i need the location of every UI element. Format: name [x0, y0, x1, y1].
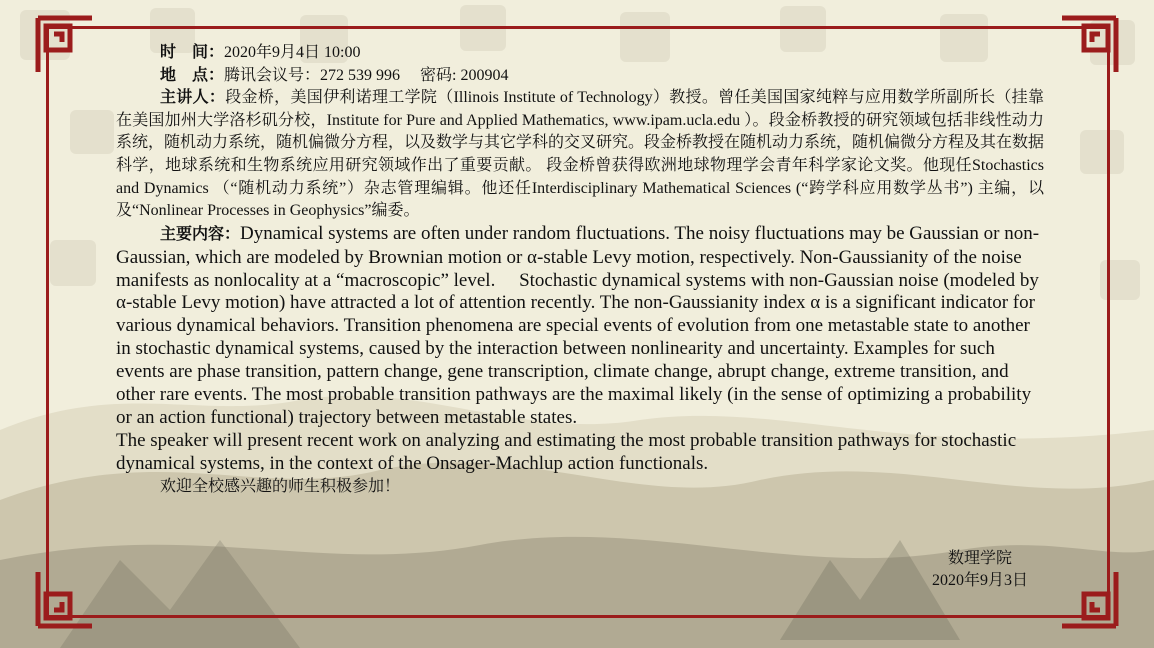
- signature-date: 2020年9月3日: [931, 572, 1028, 589]
- place-value: 腾讯会议号：272 539 996 密码: 200904: [224, 66, 509, 84]
- speaker-bio: [116, 87, 1044, 223]
- abstract-text: Dynamical systems are often under random fluctuations. The noisy fluctuations may be Gaussian or non-Gaussian, which are modeled by Brownian motion or α-stable Levy motion, respectively. Non-Gaussianity of the noise manifests as nonlocality at a “macroscopic” level. Stochastic dynamical systems with non-Gaussian noise (modeled by α-stable Levy motion) have attracted a lot of attention recently. The non-Gaussianity index α is a significant indicator for various dynamical behaviors. Transition phenomena are special events of evolution from one metastable state to another in stochastic dynamical systems, caused by the interaction between nonlinearity and uncertainty. Examples for such events are phase transition, pattern change, gene transcription, climate change, abrupt change, extreme transition, and other rare events. The most probable transition pathways are the maximal likely (in the sense of optimizing a probability or an action functional) trajectory between metastable states.: [116, 222, 1040, 428]
- time-label: 时 间：: [160, 44, 225, 61]
- time-value: 2020年9月4日 10:00: [224, 44, 361, 61]
- place-line: [116, 65, 1044, 88]
- announcement-body: [116, 42, 1044, 498]
- abstract: [116, 223, 1044, 430]
- signature-org: 数理学院: [947, 550, 1012, 567]
- abstract-closing-paragraph: The speaker will present recent work on analyzing and estimating the most probable transition pathways for stochastic dynamical systems, in the context of the Onsager-Machlup action functionals.: [116, 429, 1017, 474]
- corner-ornament-bottom-left: [34, 568, 96, 630]
- speaker-label: 主讲人：: [160, 89, 226, 107]
- time-line: [116, 42, 1044, 65]
- speaker-bio-text: 段金桥，美国伊利诺理工学院（Illinois Institute of Technology）教授。曾任美国国家纯粹与应用数学所副所长（挂靠在美国加州大学洛杉矶分校，Institute for Pure and Applied Mathematics, www.ipam.ucla.edu ）。段金桥教授的研究领域包括非线性动力系统，随机动力系统，随机偏微分方程，以及数学与其它学科的交叉研究。段金桥教授在随机动力系统，随机偏微分方程及其在数据科学，地球系统和生物系统应用研究领域作出了重要贡献。 段金桥曾获得欧洲地球物理学会青年科学家论文奖。他现任Stochastics and Dynamics （“随机动力系统”）杂志管理编辑。他还任Interdisciplinary Mathematical Sciences (“跨学科应用数学丛书”) 主编，以及“Nonlinear Processes in Geophysics”编委。: [116, 89, 1045, 220]
- signature-block: [932, 548, 1028, 592]
- corner-ornament-bottom-right: [1058, 568, 1120, 630]
- place-label: 地 点：: [160, 66, 225, 84]
- welcome-line: 欢迎全校感兴趣的师生积极参加！: [160, 477, 401, 495]
- corner-ornament-top-left: [34, 14, 96, 76]
- abstract-label: 主要内容：: [160, 225, 241, 243]
- corner-ornament-top-right: [1058, 14, 1120, 76]
